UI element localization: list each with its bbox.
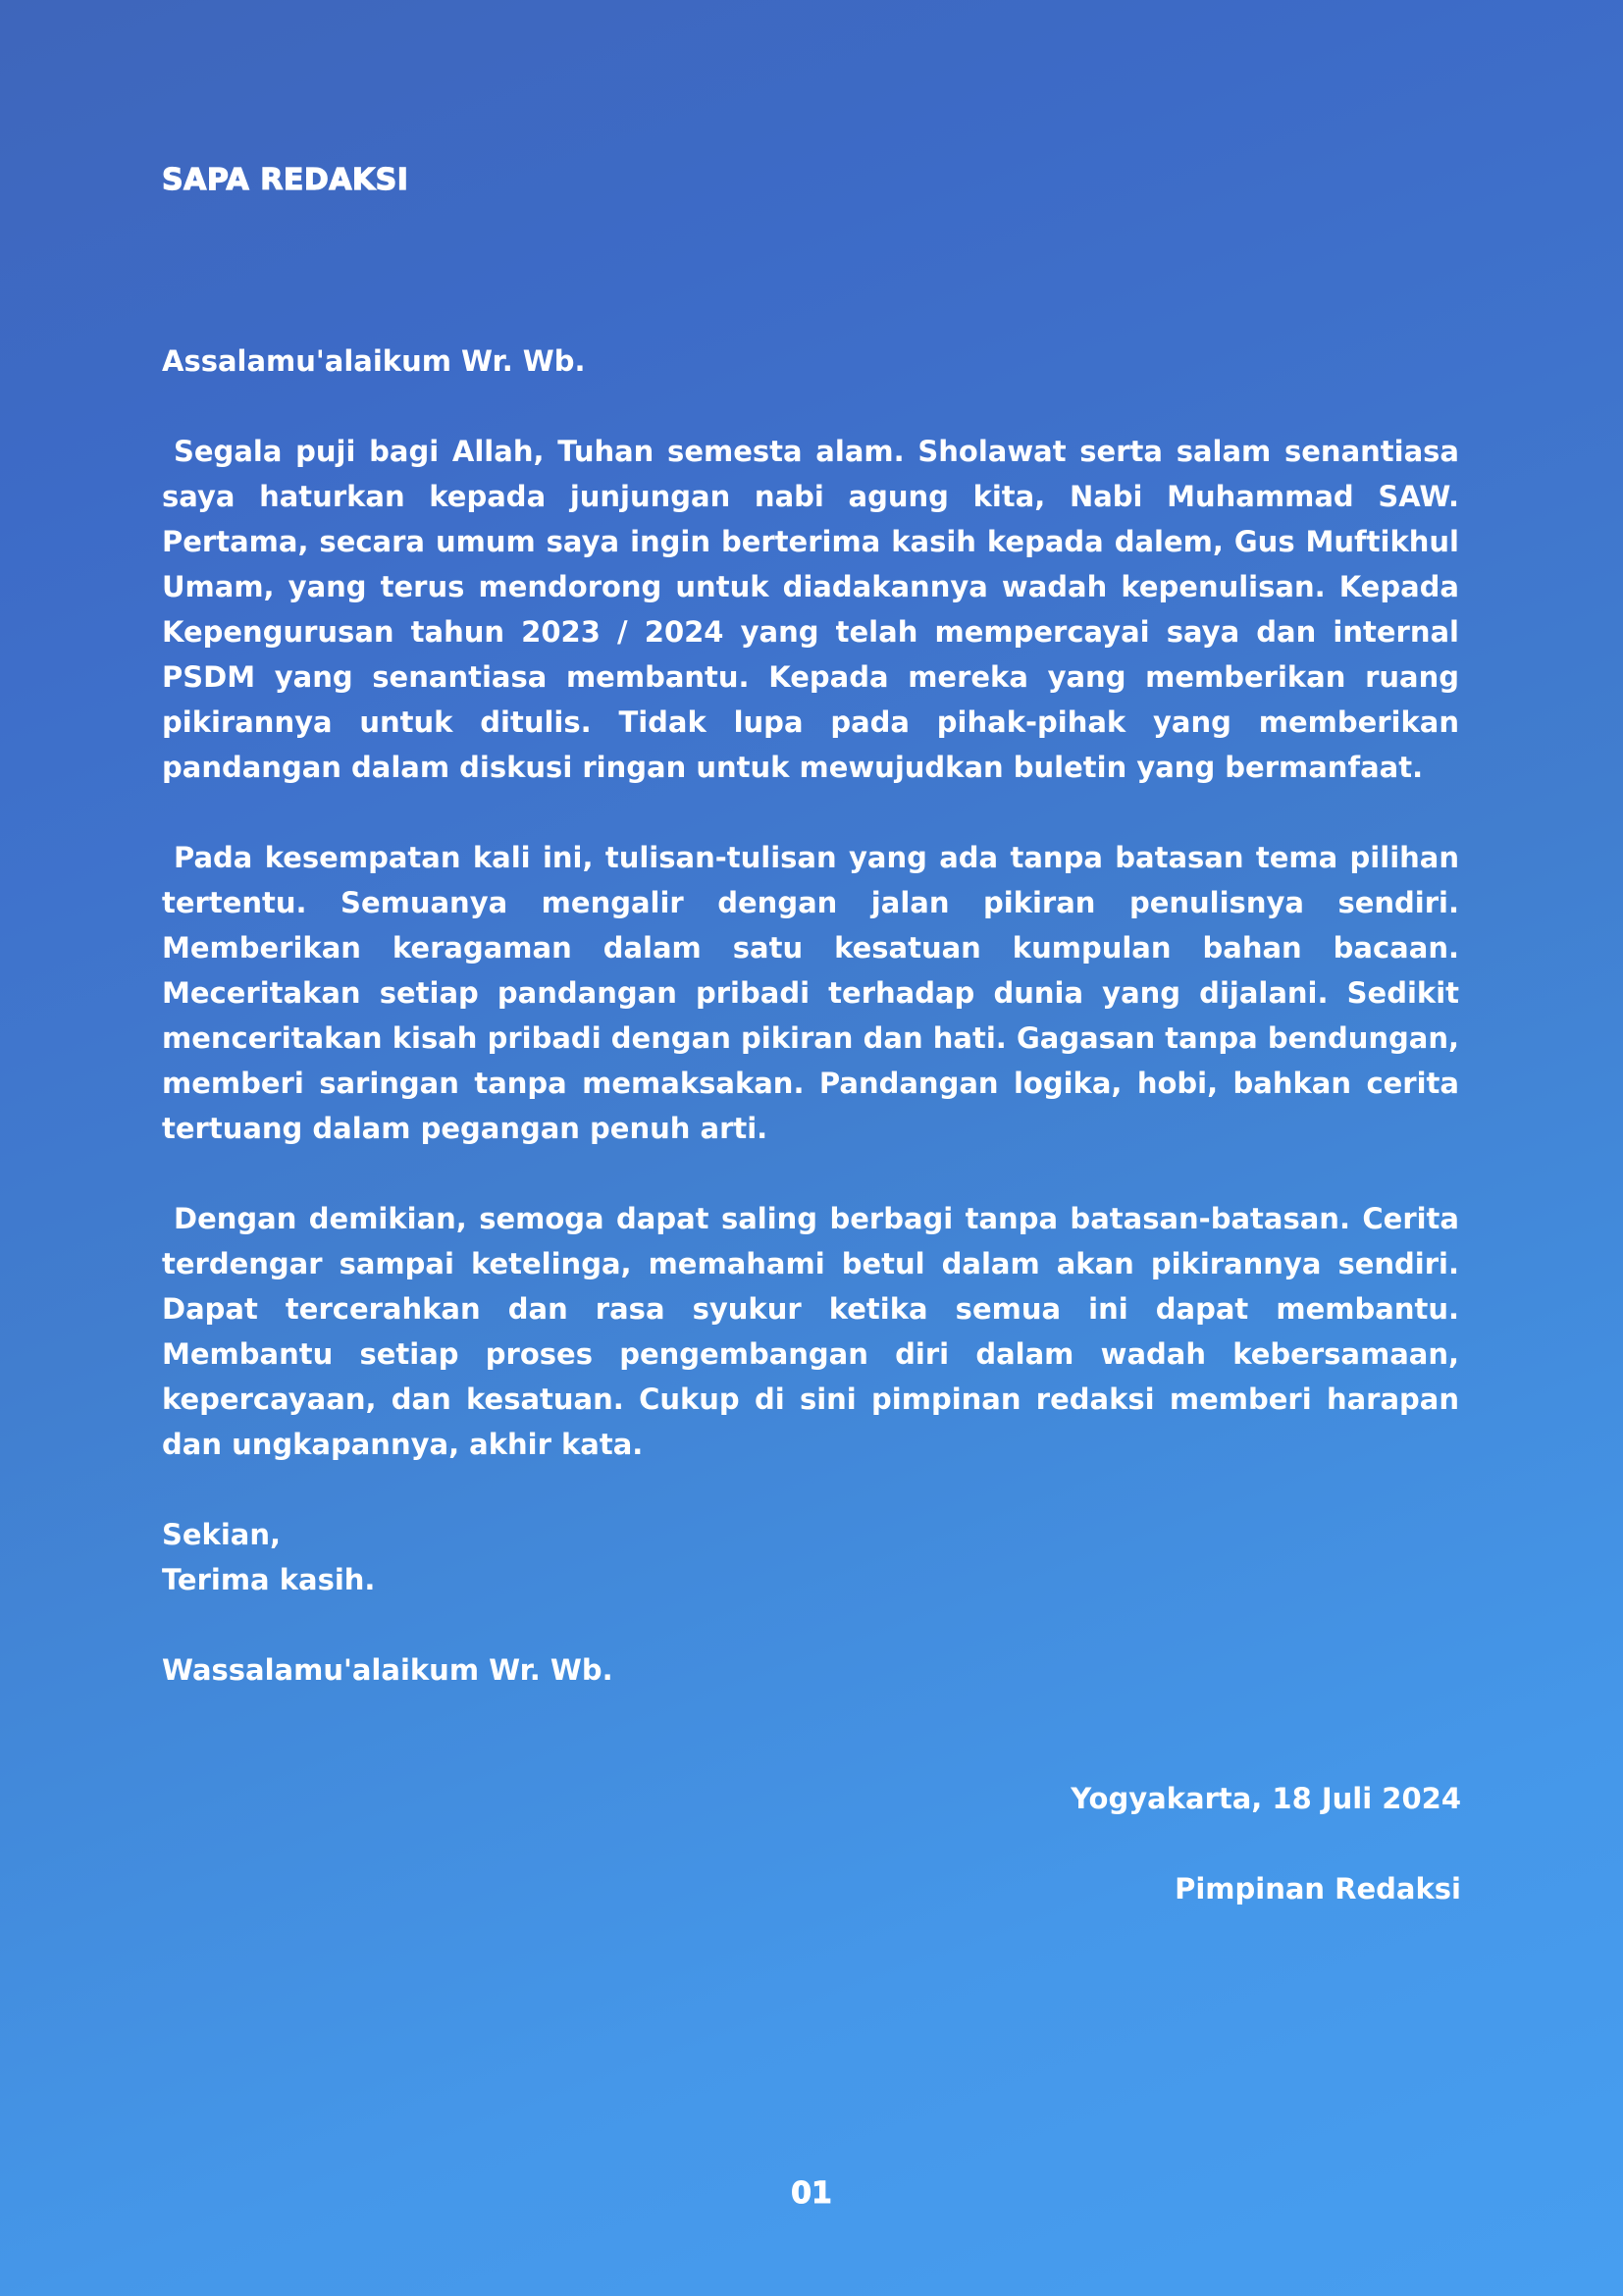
paragraph-closing-hope: Dengan demikian, semoga dapat saling berbagi tanpa batasan-batasan. Cerita terdengar sampai ketelinga, memahami betul dalam akan pikirannya sendiri. Dapat tercerahkan dan rasa syukur ketika semua ini dapat membantu. Membantu setiap proses pengembangan diri dalam wadah kebersamaan, kepercayaan, dan kesatuan. Cukup di sini pimpinan redaksi memberi harapan dan ungkapannya, akhir kata. xyxy=(162,1202,1459,1461)
spacer xyxy=(162,1602,1459,1647)
closing-thanks: Terima kasih. xyxy=(162,1563,376,1596)
spacer xyxy=(162,1467,1459,1512)
farewell: Wassalamu'alaikum Wr. Wb. xyxy=(162,1653,613,1687)
signature-role: Pimpinan Redaksi xyxy=(1175,1872,1461,1905)
place-date: Yogyakarta, 18 Juli 2024 xyxy=(1071,1782,1461,1815)
closing-sekian: Sekian, xyxy=(162,1518,282,1551)
spacer xyxy=(162,1151,1459,1196)
page-number: 01 xyxy=(791,2176,832,2211)
greeting: Assalamu'alaikum Wr. Wb. xyxy=(162,344,586,378)
letter-body xyxy=(162,339,1459,1693)
paragraph-content-overview: Pada kesempatan kali ini, tulisan-tulisan yang ada tanpa batasan tema pilihan tertentu. Semuanya mengalir dengan jalan pikiran penulisnya sendiri. Memberikan keragaman dalam satu kesatuan kumpulan bahan bacaan. Meceritakan setiap pandangan pribadi terhadap dunia yang dijalani. Sedikit menceritakan kisah pribadi dengan pikiran dan hati. Gagasan tanpa bendungan, memberi saringan tanpa memaksakan. Pandangan logika, hobi, bahkan cerita tertuang dalam pegangan penuh arti. xyxy=(162,841,1459,1145)
paragraph-acknowledgement: Segala puji bagi Allah, Tuhan semesta alam. Sholawat serta salam senantiasa saya haturkan kepada junjungan nabi agung kita, Nabi Muhammad SAW. Pertama, secara umum saya ingin berterima kasih kepada dalem, Gus Muftikhul Umam, yang terus mendorong untuk diadakannya wadah kepenulisan. Kepada Kepengurusan tahun 2023 / 2024 yang telah mempercayai saya dan internal PSDM yang senantiasa membantu. Kepada mereka yang memberikan ruang pikirannya untuk ditulis. Tidak lupa pada pihak-pihak yang memberikan pandangan dalam diskusi ringan untuk mewujudkan buletin yang bermanfaat. xyxy=(162,435,1459,784)
spacer xyxy=(162,384,1459,429)
spacer xyxy=(162,790,1459,835)
section-heading: SAPA REDAKSI xyxy=(162,163,409,197)
